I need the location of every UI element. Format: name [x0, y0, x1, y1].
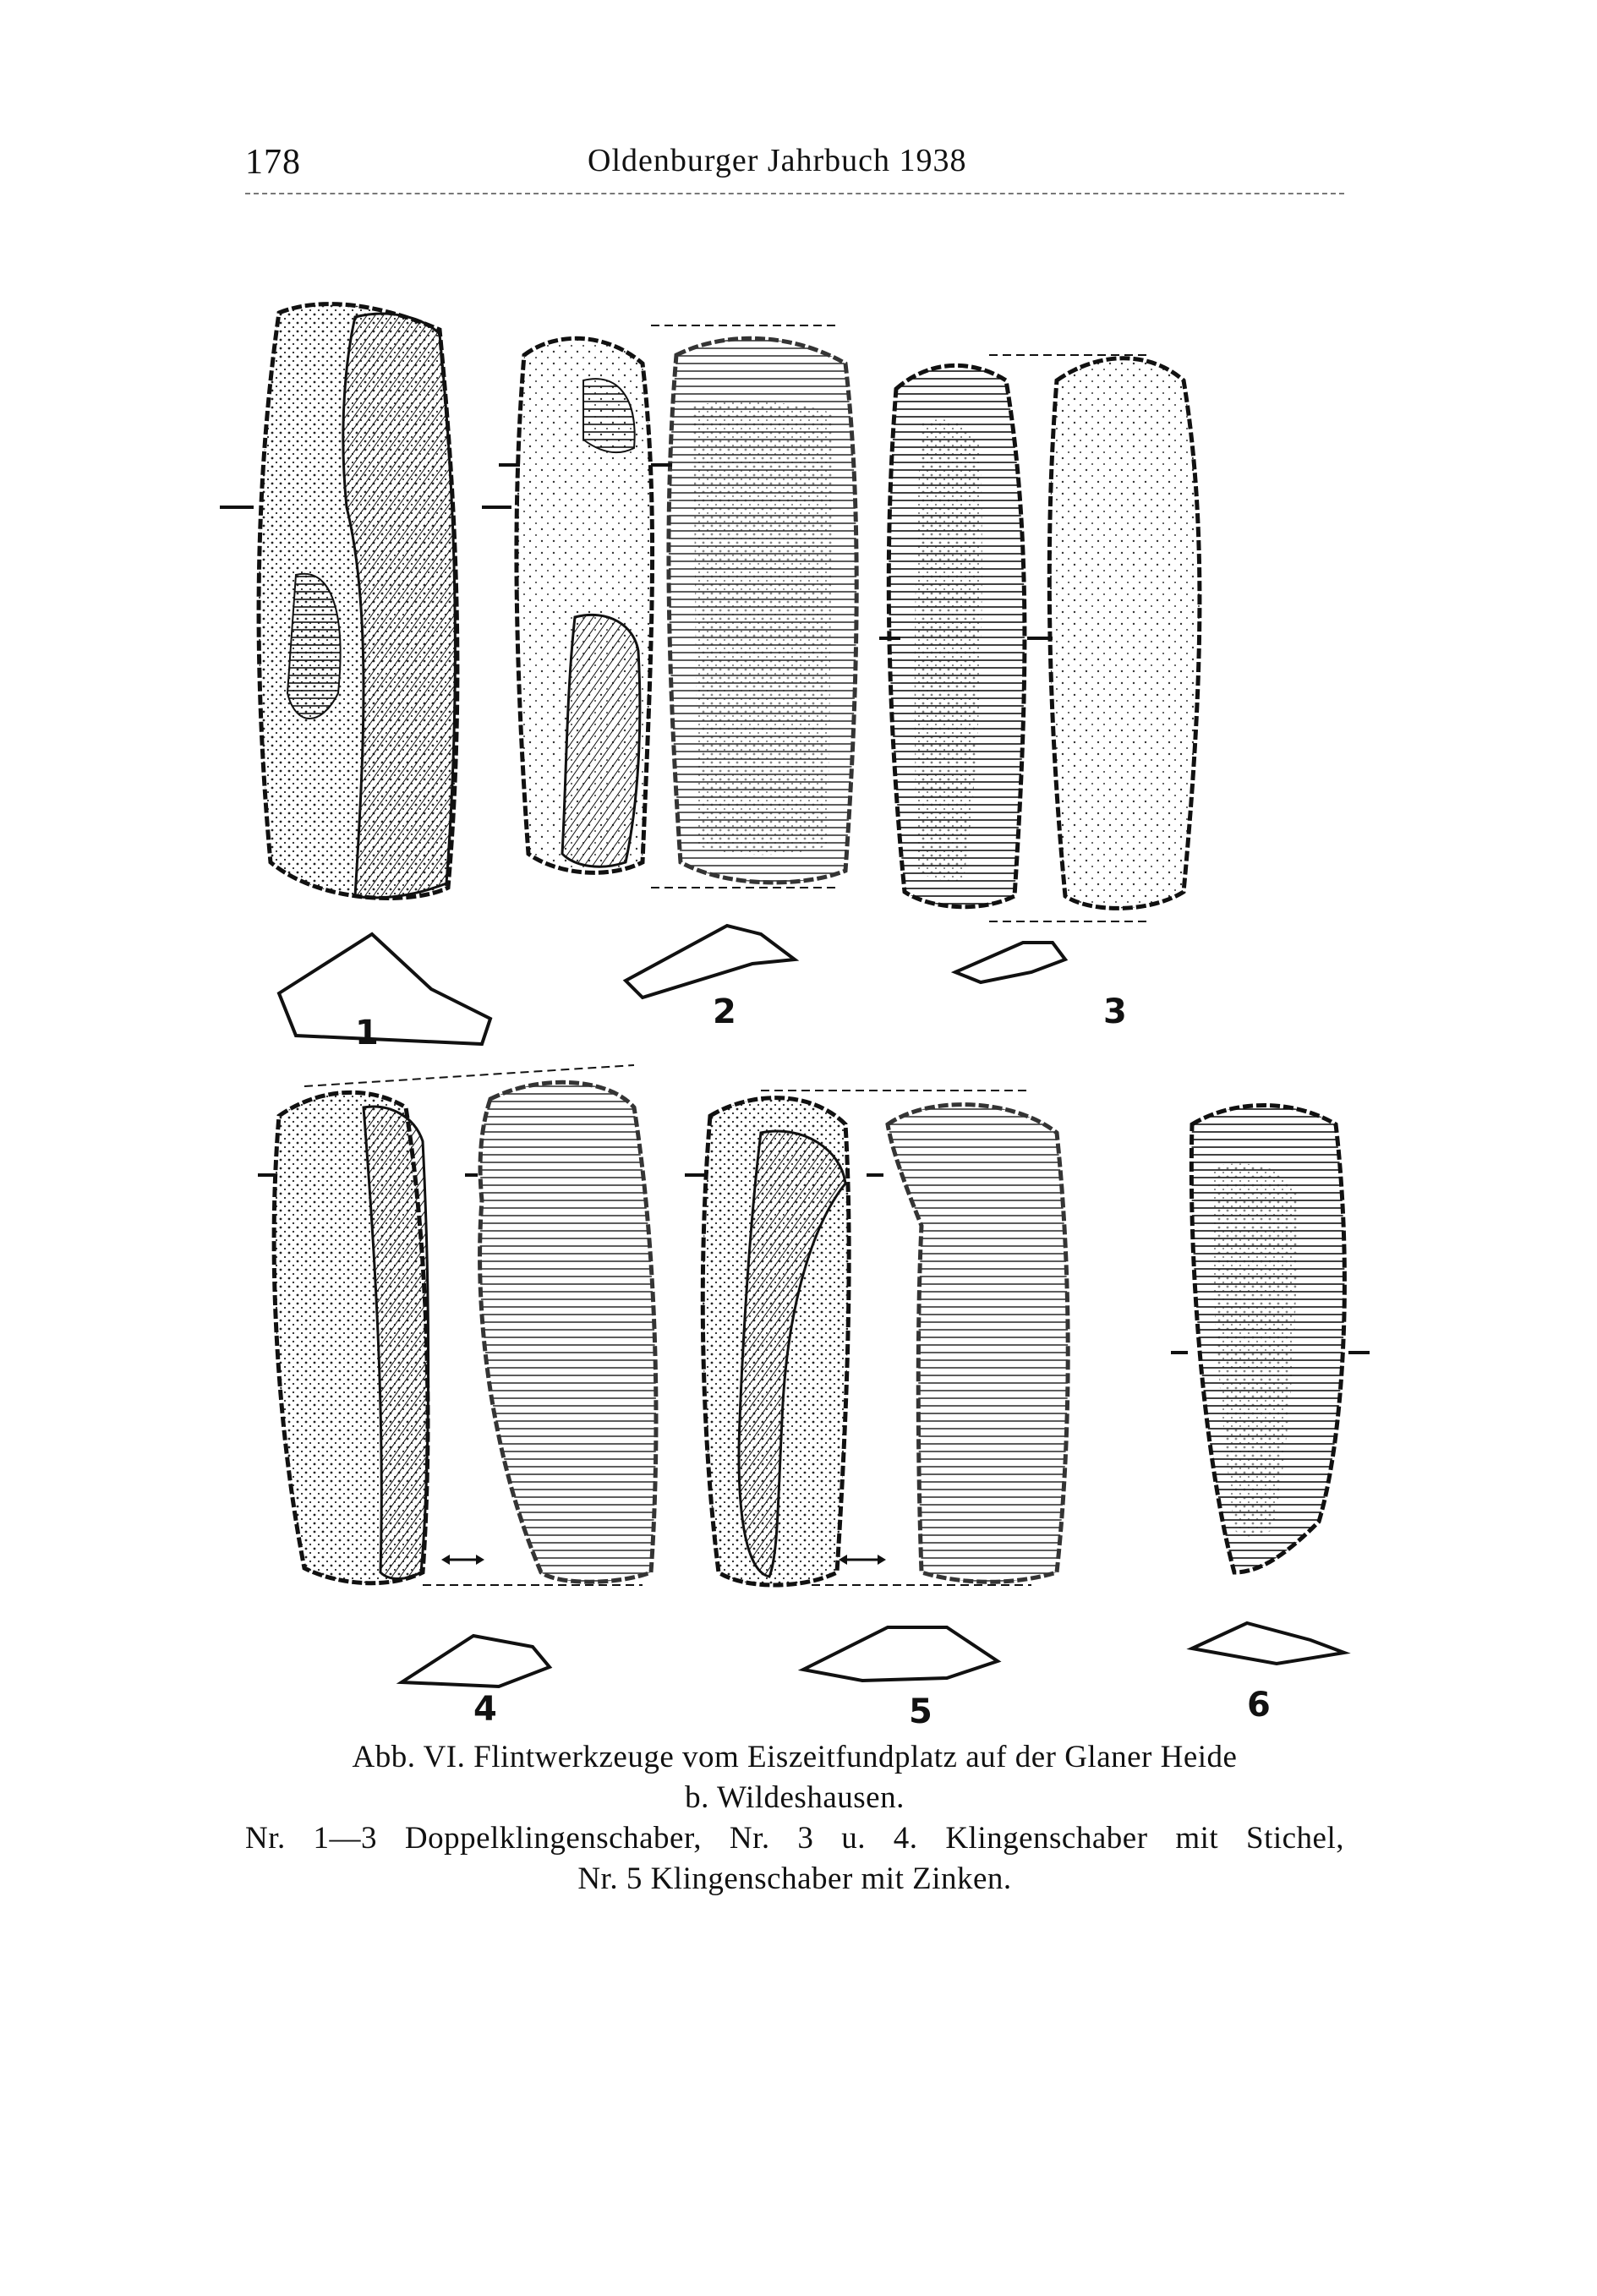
figure-label-4: 4: [473, 1690, 497, 1729]
figure-caption: [245, 1737, 1344, 1900]
page-number: 178: [245, 143, 301, 182]
figure-label-6: 6: [1247, 1686, 1271, 1725]
figure-label-1: 1: [355, 1014, 379, 1052]
caption-line-1: Abb. VI. Flintwerkzeuge vom Eiszeitfundplatz auf der Glaner Heide: [352, 1740, 1238, 1774]
tool-2-drawing: [499, 325, 856, 998]
caption-line-3: Nr. 1—3 Doppelklingenschaber, Nr. 3 u. 4. Klingenschaber mit Stichel,: [245, 1821, 1344, 1856]
running-title: Oldenburger Jahrbuch 1938: [588, 143, 967, 178]
figure-label-5: 5: [909, 1692, 932, 1731]
tool-4-drawing: [258, 1065, 656, 1686]
running-head: [245, 135, 1344, 186]
figure-plate: [220, 254, 1403, 1731]
caption-line-2: b. Wildeshausen.: [685, 1780, 905, 1815]
header-rule: [245, 193, 1344, 194]
figure-label-3: 3: [1103, 992, 1127, 1031]
caption-line-4: Nr. 5 Klingenschaber mit Zinken.: [577, 1861, 1012, 1896]
figure-label-2: 2: [713, 992, 736, 1031]
tool-3-drawing: [879, 355, 1200, 982]
tool-6-drawing: [1171, 1106, 1370, 1665]
tool-5-drawing: [685, 1091, 1068, 1681]
tool-1-drawing: [220, 304, 511, 1044]
flint-tools-illustration: [220, 254, 1403, 1731]
